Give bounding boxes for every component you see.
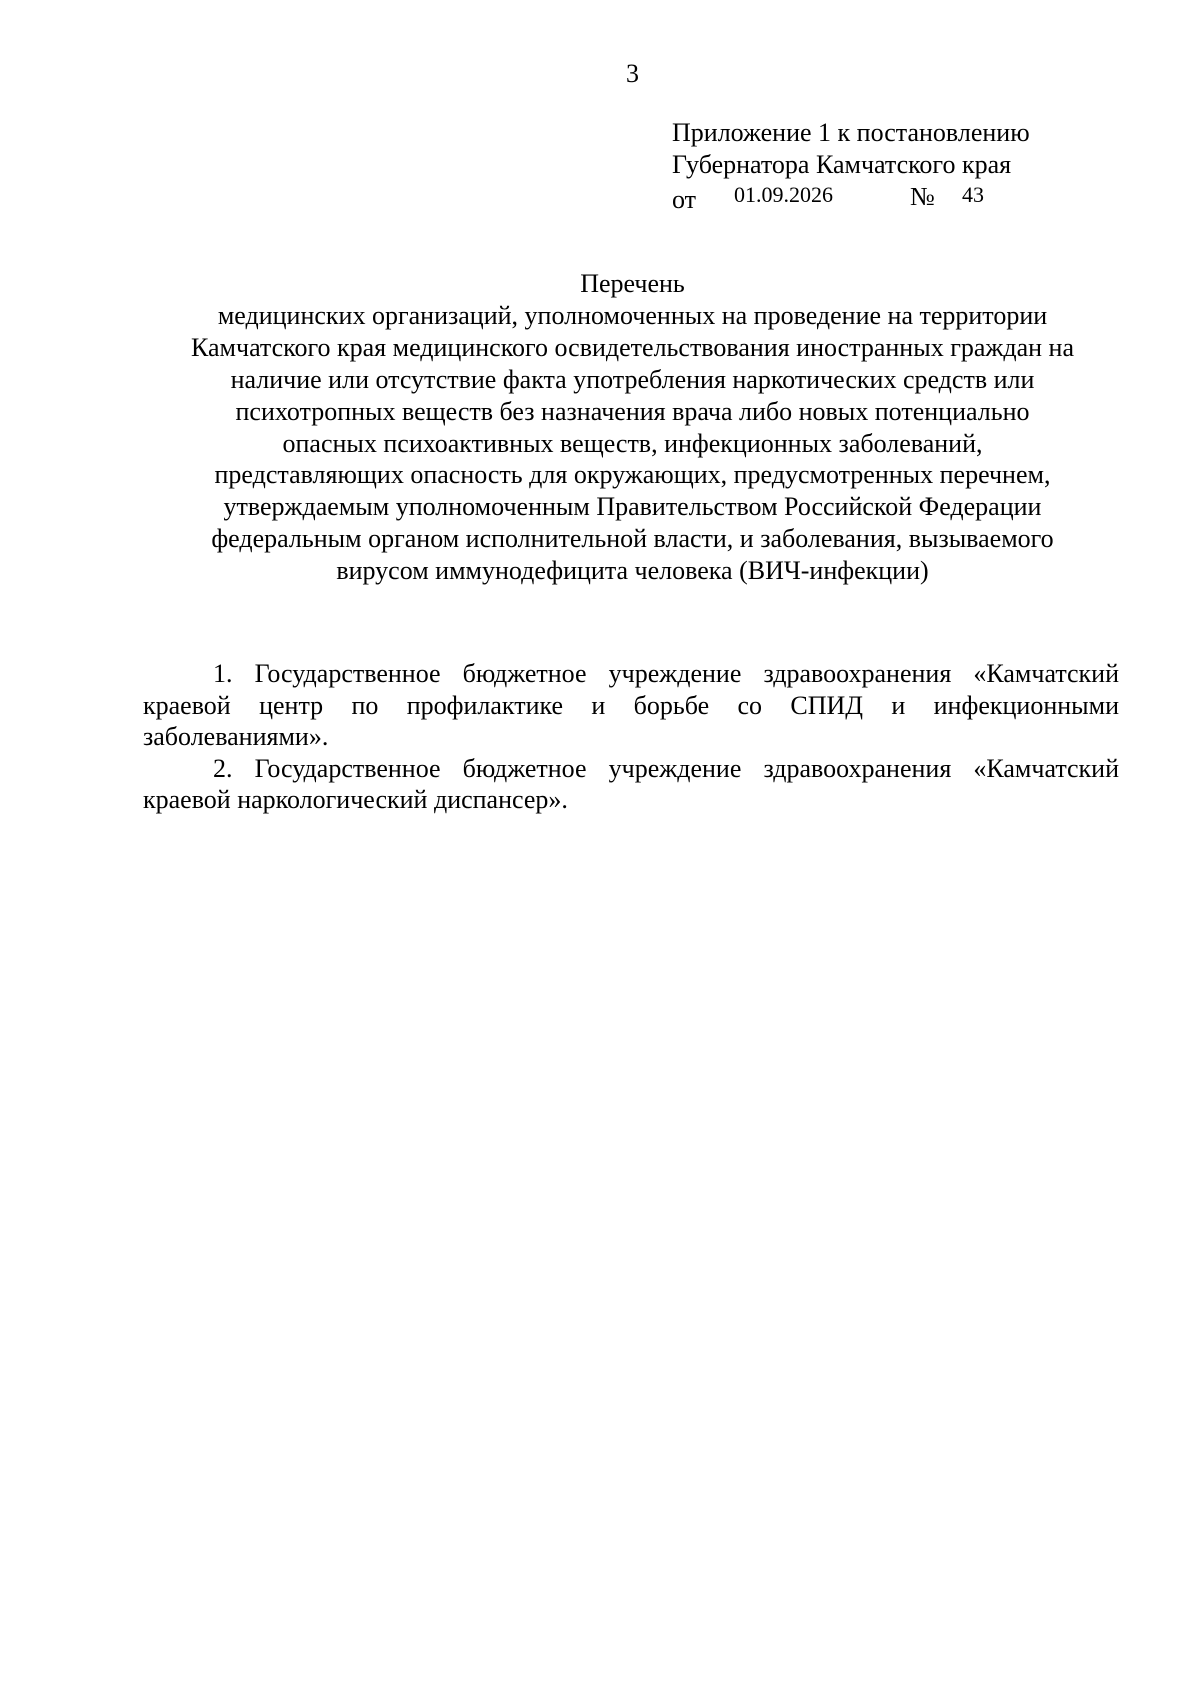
heading-line: федеральным органом исполнительной власти, и заболевания, вызываемого — [211, 524, 1054, 554]
organization-list — [143, 658, 1119, 816]
number-sign: № — [910, 182, 935, 211]
heading-line: психотропных веществ без назначения врача либо новых потенциально — [235, 396, 1030, 426]
heading-line: утверждаемым уполномоченным Правительством Российской Федерации — [223, 492, 1042, 522]
heading-line: Камчатского края медицинского освидетельствования иностранных граждан на — [191, 332, 1074, 362]
heading-line: вирусом иммунодефицита человека (ВИЧ-инфекции) — [336, 556, 929, 586]
list-item-line: 2. Государственное бюджетное учреждение здравоохранения «Камчатский — [213, 753, 1119, 783]
page-number: 3 — [626, 59, 639, 88]
decree-date: 01.09.2026 — [734, 182, 833, 207]
heading-line: наличие или отсутствие факта употребления наркотических средств или — [230, 364, 1035, 394]
appendix-reference — [672, 117, 1112, 213]
list-item — [143, 658, 1119, 753]
document-heading — [130, 268, 1135, 587]
appendix-line-1: Приложение 1 к постановлению — [672, 118, 1030, 147]
from-label: от — [672, 185, 697, 214]
document-title: Перечень — [580, 269, 685, 298]
heading-line: представляющих опасность для окружающих, предусмотренных перечнем, — [214, 460, 1051, 490]
appendix-line-2: Губернатора Камчатского края — [672, 150, 1012, 179]
list-item-line: заболеваниями». — [143, 722, 329, 751]
list-item — [143, 753, 1119, 816]
list-item-line: 1. Государственное бюджетное учреждение здравоохранения «Камчатский — [213, 659, 1119, 688]
list-item-line: краевой центр по профилактике и борьбе со СПИД и инфекционными — [143, 690, 1119, 720]
heading-line: медицинских организаций, уполномоченных на проведение на территории — [217, 300, 1048, 330]
list-item-line: краевой наркологический диспансер». — [143, 785, 568, 814]
appendix-date-number-line — [672, 181, 1112, 213]
decree-number: 43 — [962, 182, 984, 207]
heading-line: опасных психоактивных веществ, инфекционных заболеваний, — [282, 428, 983, 458]
